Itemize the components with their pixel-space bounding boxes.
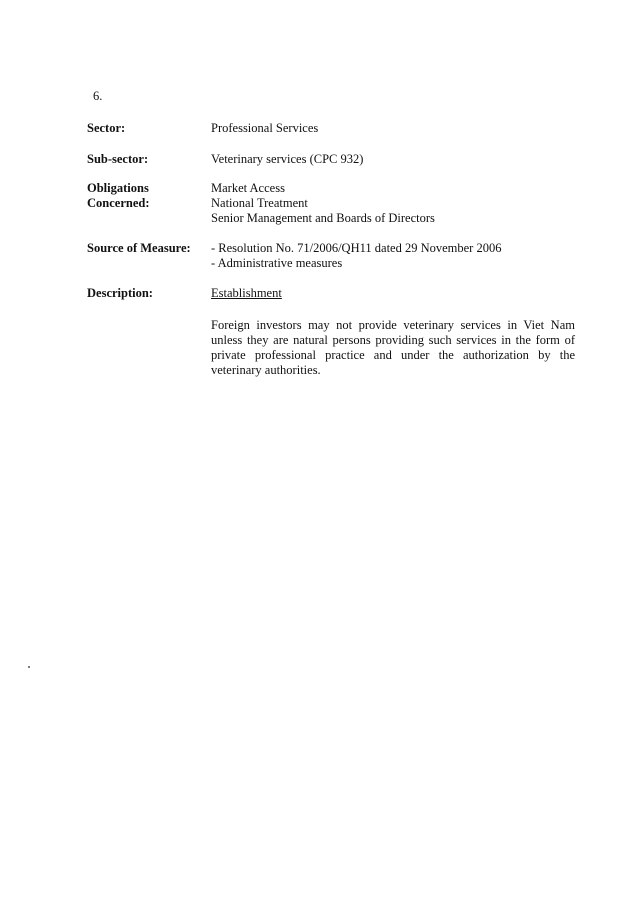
obligations-label-line1: Obligations (87, 181, 149, 195)
source-item: - Resolution No. 71/2006/QH11 dated 29 November 2006 (211, 241, 502, 255)
item-number: 6. (93, 89, 103, 103)
description-label: Description: (87, 286, 153, 300)
description-heading: Establishment (211, 286, 282, 300)
source-of-measure-values (211, 241, 575, 271)
obligation-item: Market Access (211, 181, 285, 195)
obligations-label (87, 181, 207, 211)
sub-sector-label: Sub-sector: (87, 152, 149, 166)
description-text: Foreign investors may not provide veterinary services in Viet Nam unless they are natural persons providing such services in the form of private professional practice and under the authorization by the veterinary authorities. (211, 318, 575, 377)
sector-value: Professional Services (211, 121, 319, 135)
obligation-item: Senior Management and Boards of Directors (211, 211, 435, 225)
obligations-values (211, 181, 575, 226)
obligation-item: National Treatment (211, 196, 308, 210)
sector-label: Sector: (87, 121, 126, 135)
scan-speck (28, 666, 30, 668)
source-of-measure-label: Source of Measure: (87, 241, 191, 255)
sub-sector-value: Veterinary services (CPC 932) (211, 152, 364, 166)
obligations-label-line2: Concerned: (87, 196, 150, 210)
source-item: - Administrative measures (211, 256, 343, 270)
